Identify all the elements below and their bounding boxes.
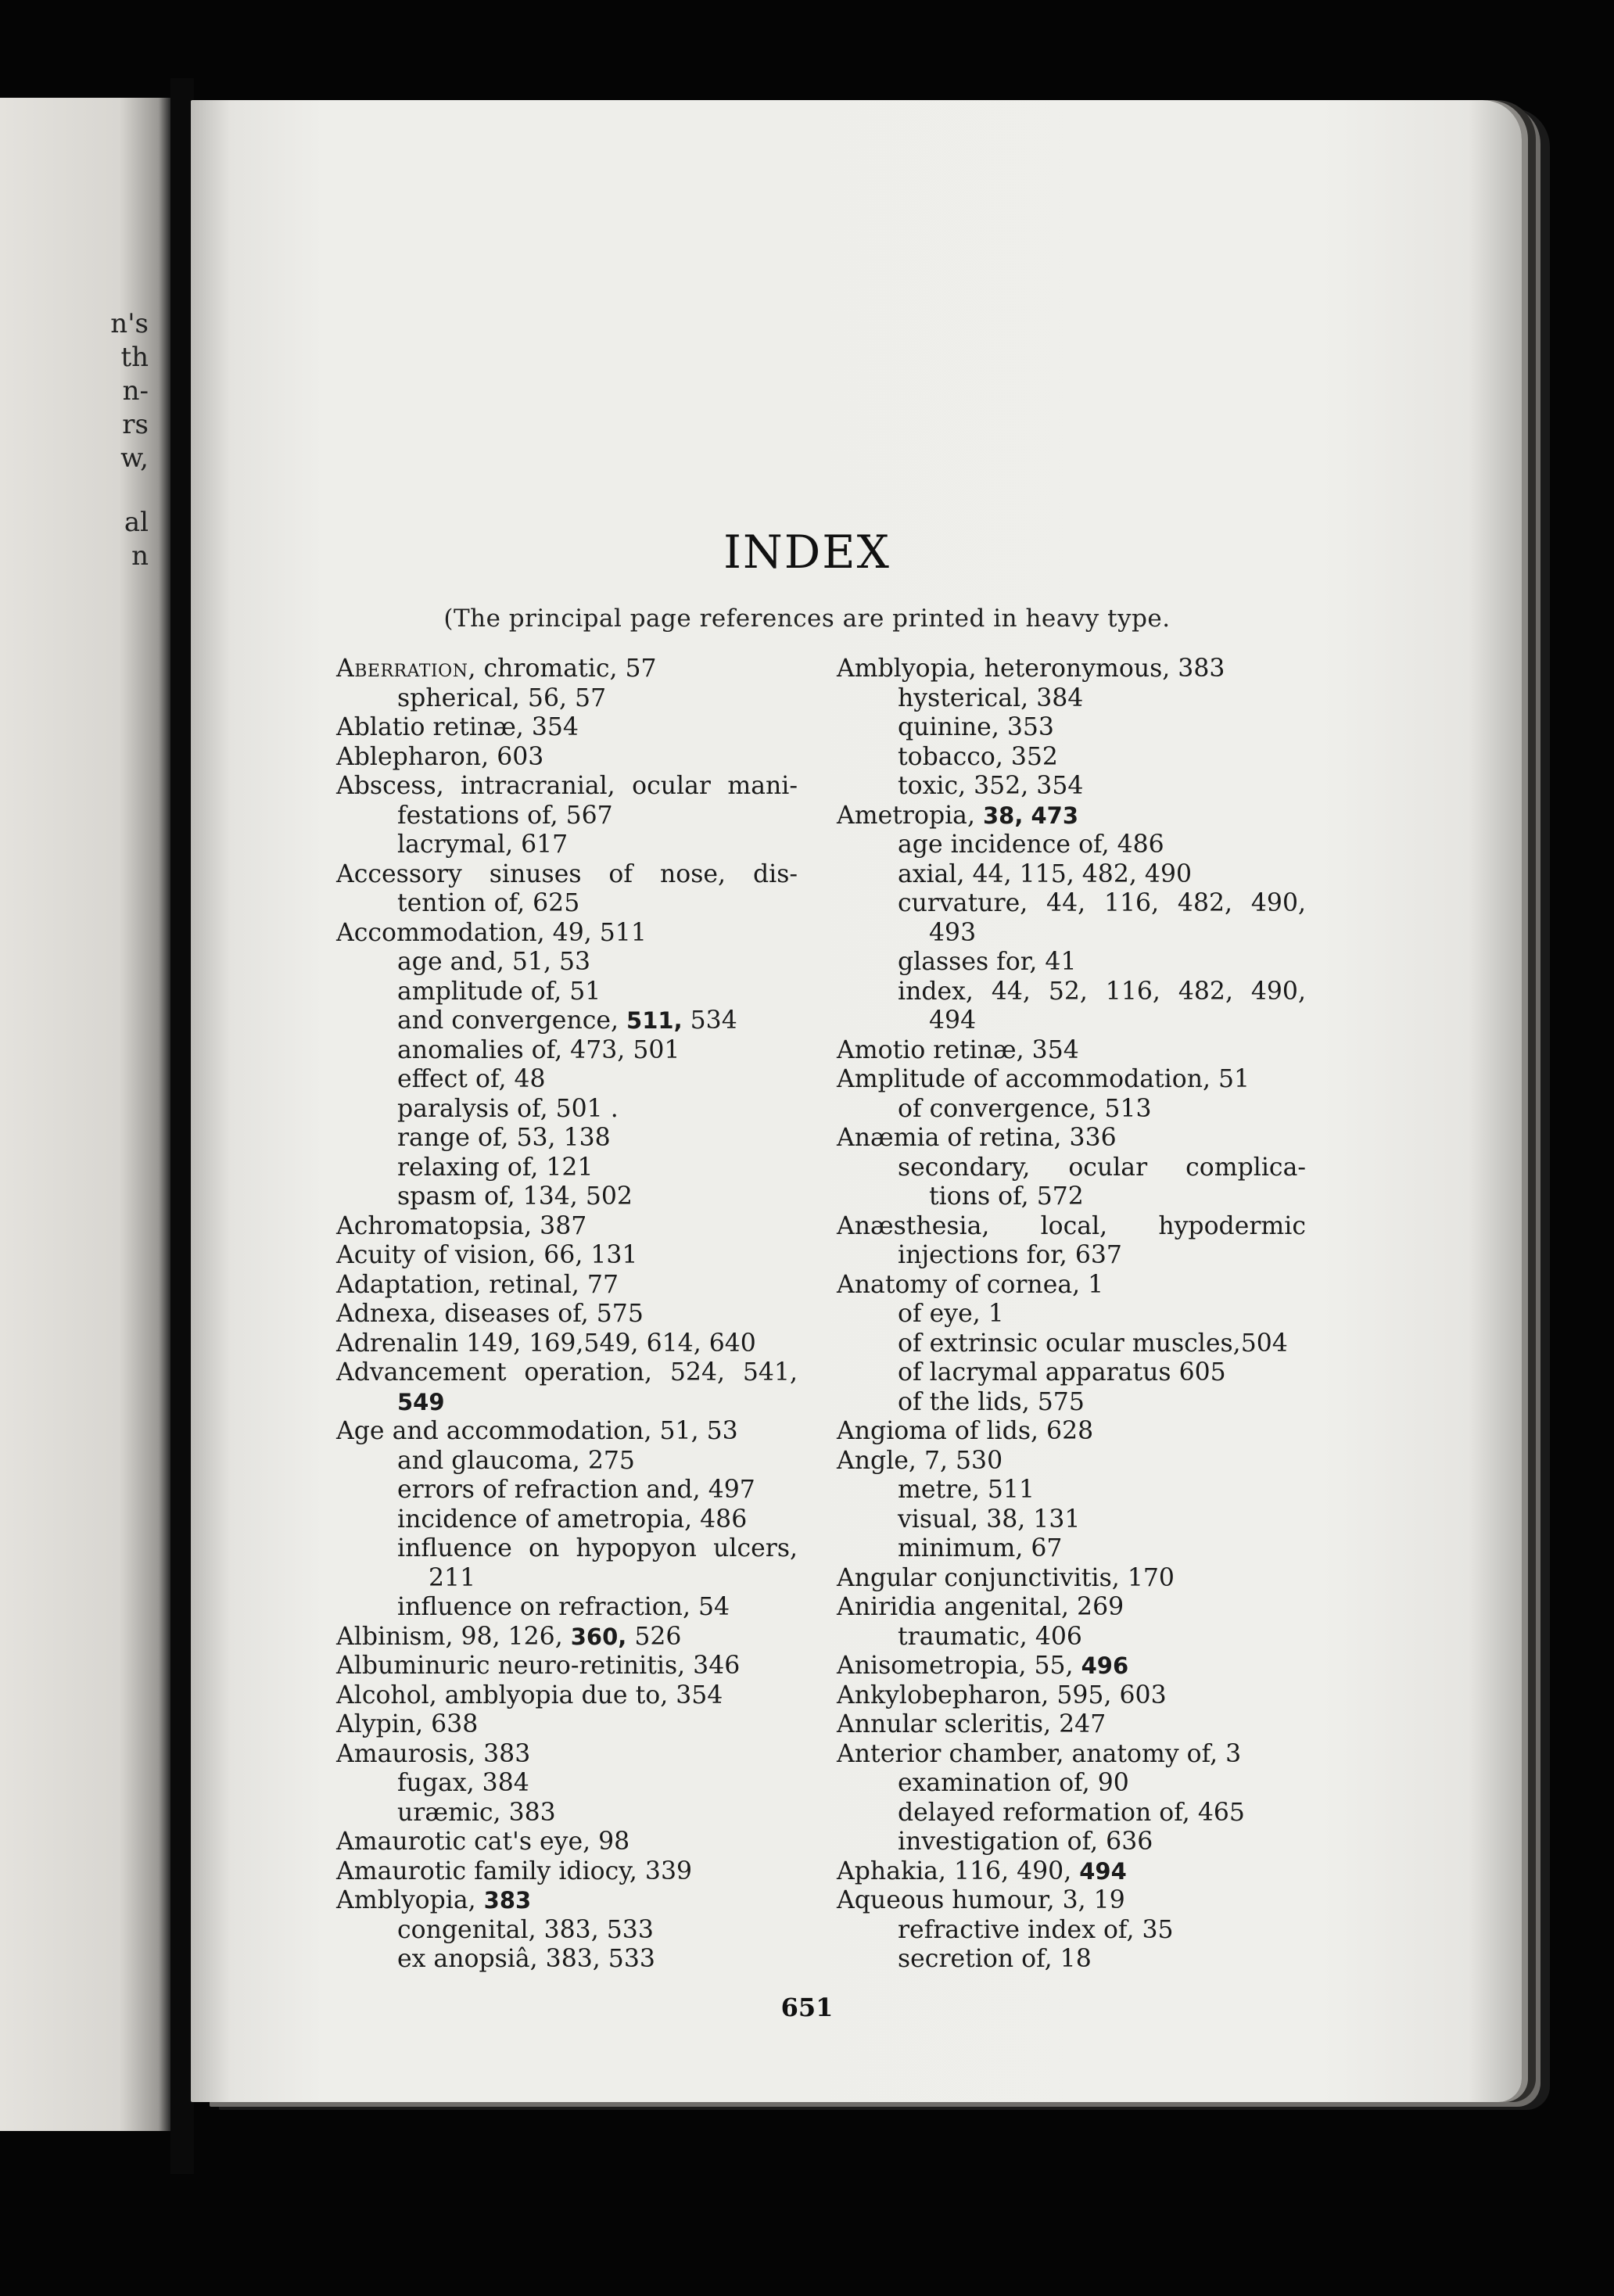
index-entry-line (336, 889, 798, 919)
index-entry-line (336, 1652, 798, 1681)
index-entry-line (336, 1505, 798, 1535)
index-text: tention of, 625 (397, 889, 580, 917)
index-text: Ablepharon, 603 (336, 742, 544, 771)
index-text: of convergence, 513 (898, 1094, 1152, 1123)
index-text: fugax, 384 (397, 1769, 529, 1797)
index-entry-line (837, 1300, 1306, 1329)
index-text: metre, 511 (898, 1476, 1035, 1504)
index-text: influence on hypopyon ulcers, (397, 1534, 798, 1562)
index-entry-line (837, 919, 1306, 949)
index-text: festations of, 567 (397, 801, 613, 830)
index-entry-line (837, 1358, 1306, 1388)
index-entry-line (336, 919, 798, 949)
index-entry-line (837, 1065, 1306, 1095)
index-entry-line (837, 684, 1306, 714)
index-column-left (336, 655, 798, 1975)
index-text: traumatic, 406 (898, 1622, 1082, 1651)
index-entry-line (336, 1124, 798, 1153)
index-entry-line (837, 1564, 1306, 1594)
index-entry-line (837, 1623, 1306, 1652)
index-text: toxic, 352, 354 (898, 772, 1084, 800)
index-entry-line (837, 1124, 1306, 1153)
index-text: anomalies of, 473, 501 (397, 1035, 680, 1064)
index-text: Accommodation, 49, 511 (336, 918, 647, 947)
index-text: Amotio retinæ, 354 (837, 1035, 1079, 1064)
index-text: 493 (929, 918, 977, 947)
index-note: (The principal page references are printed in heavy type. (443, 604, 1171, 633)
index-entry-line (336, 1300, 798, 1329)
index-entry-line (336, 1945, 798, 1975)
index-entry-line (336, 1095, 798, 1125)
index-text: Annular scleritis, 247 (837, 1710, 1106, 1738)
index-text: age incidence of, 486 (898, 831, 1164, 859)
index-entry-line (837, 1769, 1306, 1799)
index-text: glasses for, 41 (898, 948, 1077, 976)
index-text: errors of refraction and, 497 (397, 1476, 755, 1504)
index-entry-line (336, 831, 798, 860)
index-text: Aqueous humour, 3, 19 (837, 1886, 1125, 1914)
index-text: Abscess, intracranial, ocular mani- (336, 772, 798, 800)
index-entry-line (837, 1740, 1306, 1770)
index-entry-line (837, 1799, 1306, 1828)
index-entry-line (837, 1329, 1306, 1359)
index-text: Alcohol, amblyopia due to, 354 (336, 1681, 723, 1709)
index-text: influence on refraction, 54 (397, 1593, 730, 1621)
index-text: tions of, 572 (929, 1182, 1084, 1211)
index-entry-line (837, 889, 1306, 919)
index-text: visual, 38, 131 (898, 1505, 1081, 1534)
index-text: minimum, 67 (898, 1534, 1063, 1562)
index-page-ref-principal: 511, (626, 1007, 683, 1034)
index-entry-line (336, 684, 798, 714)
index-text: Adaptation, retinal, 77 (336, 1270, 619, 1299)
index-text: Amaurosis, 383 (336, 1739, 531, 1768)
index-entry-line (336, 1857, 798, 1887)
index-text: 494 (929, 1006, 977, 1035)
index-text: and convergence, (397, 1006, 627, 1035)
index-text: Ankylobepharon, 595, 603 (837, 1681, 1167, 1709)
index-entry-line (837, 1681, 1306, 1711)
index-text: and glaucoma, 275 (397, 1446, 635, 1475)
index-text: Accessory sinuses of nose, dis- (336, 859, 798, 888)
index-entry-line (336, 1182, 798, 1212)
index-entry-line (336, 1740, 798, 1770)
facing-page-text-fragment: al (124, 507, 149, 538)
facing-page-text-fragment: w, (120, 443, 149, 474)
index-text: Anæmia of retina, 336 (837, 1124, 1117, 1152)
index-entry-line (837, 1652, 1306, 1681)
index-entry-line (336, 1153, 798, 1183)
index-text: Angle, 7, 530 (837, 1446, 1003, 1475)
index-page-ref-principal: 549 (397, 1388, 445, 1415)
index-page-ref-principal: 360, (570, 1623, 627, 1650)
facing-page-text-fragment: n's (110, 308, 149, 339)
index-text: Ablatio retinæ, 354 (336, 713, 579, 741)
index-text: Alypin, 638 (336, 1710, 479, 1738)
index-entry-line (336, 1212, 798, 1242)
index-text: Aberration (336, 655, 468, 683)
index-text: Aphakia, 116, 490, (837, 1857, 1080, 1885)
facing-page-edge (0, 98, 170, 2131)
index-entry-line (336, 1065, 798, 1095)
index-entry-line (837, 1447, 1306, 1476)
index-entry-line (336, 1886, 798, 1916)
index-entry-line (336, 743, 798, 773)
index-text: refractive index of, 35 (898, 1915, 1174, 1944)
index-text: ex anopsiâ, 383, 533 (397, 1945, 655, 1973)
index-text: Anisometropia, 55, (837, 1652, 1081, 1680)
index-text: secondary, ocular complica- (898, 1153, 1306, 1182)
index-text: spherical, 56, 57 (397, 683, 607, 712)
index-entry-line (336, 1271, 798, 1300)
index-entry-line (336, 1241, 798, 1271)
index-entry-line (837, 831, 1306, 860)
index-text: Age and accommodation, 51, 53 (336, 1417, 738, 1445)
index-entry-line (336, 1358, 798, 1388)
index-entry-line (837, 1534, 1306, 1564)
index-entry-line (837, 1945, 1306, 1975)
index-entry-line (837, 978, 1306, 1007)
index-text: Angioma of lids, 628 (837, 1417, 1094, 1445)
index-entry-line (336, 1417, 798, 1447)
index-page-ref-principal: 496 (1081, 1652, 1129, 1679)
facing-page-text-fragment: n (131, 540, 149, 572)
index-text: Anatomy of cornea, 1 (837, 1270, 1104, 1299)
index-entry-line (837, 655, 1306, 684)
index-entry-line (837, 713, 1306, 743)
index-text: 526 (626, 1622, 682, 1651)
index-text: Anæsthesia, local, hypodermic (837, 1211, 1306, 1240)
index-text: of eye, 1 (898, 1300, 1004, 1328)
index-entry-line (837, 743, 1306, 773)
index-text: Adrenalin 149, 169,549, 614, 640 (336, 1329, 756, 1358)
index-entry-line (336, 1623, 798, 1652)
index-text: Amaurotic family idiocy, 339 (336, 1857, 693, 1885)
index-text: Anterior chamber, anatomy of, 3 (837, 1739, 1242, 1768)
index-entry-line (336, 1681, 798, 1711)
index-text: incidence of ametropia, 486 (397, 1505, 748, 1534)
index-text: uræmic, 383 (397, 1798, 556, 1827)
index-entry-line (837, 1095, 1306, 1125)
index-entry-line (336, 655, 798, 684)
index-entry-line (837, 802, 1306, 831)
index-text: tobacco, 352 (898, 742, 1058, 771)
index-entry-line (336, 1329, 798, 1359)
index-text: injections for, 637 (898, 1241, 1122, 1269)
index-text: Advancement operation, 524, 541, (336, 1358, 798, 1387)
index-text: Amblyopia, heteronymous, 383 (837, 655, 1225, 683)
facing-page-text-fragment: th (120, 342, 149, 373)
index-entry-line (336, 1799, 798, 1828)
index-entry-line (336, 1593, 798, 1623)
index-entry-line (837, 860, 1306, 890)
index-text: Ametropia, (837, 801, 983, 830)
index-entry-line (837, 1036, 1306, 1066)
index-text: age and, 51, 53 (397, 948, 591, 976)
index-entry-line (837, 1710, 1306, 1740)
index-entry-line (336, 1534, 798, 1564)
index-entry-line (837, 1593, 1306, 1623)
index-entry-line (837, 948, 1306, 978)
index-entry-line (336, 1710, 798, 1740)
index-text: secretion of, 18 (898, 1945, 1092, 1973)
index-entry-line (336, 860, 798, 890)
index-text: investigation of, 636 (898, 1828, 1153, 1856)
index-page-ref-principal: 38, 473 (983, 802, 1079, 829)
index-entry-line (837, 1182, 1306, 1212)
index-text: Albuminuric neuro-retinitis, 346 (336, 1652, 741, 1680)
index-entry-line (837, 1886, 1306, 1916)
index-entry-line (837, 1241, 1306, 1271)
index-entry-line (336, 1769, 798, 1799)
index-text: Albinism, 98, 126, (336, 1622, 571, 1651)
index-entry-line (336, 1447, 798, 1476)
index-text: range of, 53, 138 (397, 1124, 611, 1152)
index-entry-line (336, 1564, 798, 1594)
index-text: examination of, 90 (898, 1769, 1129, 1797)
index-entry-line (837, 1271, 1306, 1300)
index-text: spasm of, 134, 502 (397, 1182, 633, 1211)
index-entry-line (336, 1388, 798, 1418)
index-text: Achromatopsia, 387 (336, 1211, 587, 1240)
index-text: effect of, 48 (397, 1065, 546, 1093)
index-text: paralysis of, 501 . (397, 1094, 619, 1123)
index-entry-line (336, 713, 798, 743)
index-text: delayed reformation of, 465 (898, 1798, 1245, 1827)
facing-page-text-fragment: rs (122, 409, 149, 440)
index-text: of extrinsic ocular muscles,504 (898, 1329, 1288, 1358)
index-text: Acuity of vision, 66, 131 (336, 1241, 638, 1269)
index-entry-line (837, 1388, 1306, 1418)
index-text: 534 (682, 1006, 737, 1035)
index-entry-line (336, 1476, 798, 1505)
index-column-right (837, 655, 1306, 1975)
index-text: axial, 44, 115, 482, 490 (898, 859, 1193, 888)
index-entry-line (336, 1916, 798, 1946)
index-text: Adnexa, diseases of, 575 (336, 1300, 644, 1328)
index-text: Amplitude of accommodation, 51 (837, 1065, 1250, 1093)
index-entry-line (336, 1006, 798, 1036)
index-text: congenital, 383, 533 (397, 1915, 654, 1944)
index-text: , chromatic, 57 (468, 655, 657, 683)
index-entry-line (837, 1828, 1306, 1857)
page-number: 651 (780, 1993, 834, 2022)
index-entry-line (837, 1476, 1306, 1505)
index-entry-line (837, 1153, 1306, 1183)
index-entry-line (837, 772, 1306, 802)
index-text: Amaurotic cat's eye, 98 (336, 1828, 630, 1856)
index-text: index, 44, 52, 116, 482, 490, (898, 977, 1306, 1006)
index-entry-line (336, 802, 798, 831)
index-text: Amblyopia, (336, 1886, 484, 1914)
index-text: lacrymal, 617 (397, 831, 568, 859)
index-page-ref-principal: 494 (1079, 1857, 1127, 1885)
index-entry-line (336, 978, 798, 1007)
index-text: of lacrymal apparatus 605 (898, 1358, 1226, 1387)
index-entry-line (336, 1036, 798, 1066)
index-text: hysterical, 384 (898, 683, 1084, 712)
index-entry-line (837, 1006, 1306, 1036)
index-text: relaxing of, 121 (397, 1153, 594, 1182)
index-entry-line (837, 1857, 1306, 1887)
index-entry-line (837, 1916, 1306, 1946)
index-text: 211 (429, 1563, 476, 1592)
index-text: curvature, 44, 116, 482, 490, (898, 889, 1306, 917)
index-text: of the lids, 575 (898, 1387, 1085, 1416)
index-page-ref-principal: 383 (483, 1887, 532, 1914)
index-entry-line (837, 1417, 1306, 1447)
index-text: Angular conjunctivitis, 170 (837, 1563, 1175, 1592)
index-entry-line (336, 1828, 798, 1857)
index-text: quinine, 353 (898, 713, 1054, 741)
index-entry-line (837, 1505, 1306, 1535)
index-text: amplitude of, 51 (397, 977, 601, 1006)
facing-page-text-fragment: n- (122, 375, 149, 407)
index-entry-line (336, 772, 798, 802)
index-text: Aniridia angenital, 269 (837, 1593, 1124, 1621)
index-entry-line (837, 1212, 1306, 1242)
index-entry-line (336, 948, 798, 978)
page-title: INDEX (723, 526, 891, 579)
